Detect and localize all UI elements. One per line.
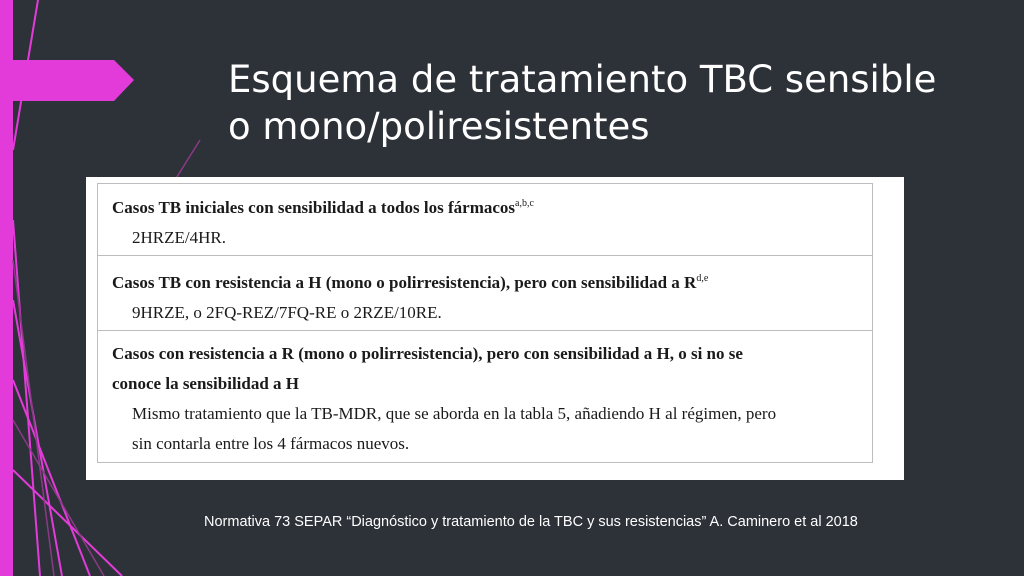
slide-title bbox=[228, 56, 988, 150]
table-row bbox=[98, 256, 872, 331]
source-citation: Normativa 73 SEPAR “Diagnóstico y tratamiento de la TBC y sus resistencias” A. Caminero et al 2018 bbox=[204, 514, 858, 530]
row-heading-continued: conoce la sensibilidad a H bbox=[112, 374, 300, 393]
table-row bbox=[98, 331, 872, 462]
table-row bbox=[98, 184, 872, 256]
title-line-2: o mono/poliresistentes bbox=[228, 105, 650, 148]
row-regimen-continued: sin contarla entre los 4 fármacos nuevos. bbox=[132, 434, 410, 453]
row-regimen: 2HRZE/4HR. bbox=[132, 228, 226, 247]
table-frame bbox=[97, 183, 873, 463]
row-regimen: 9HRZE, o 2FQ-REZ/7FQ-RE o 2RZE/10RE. bbox=[132, 303, 442, 322]
row-regimen: Mismo tratamiento que la TB-MDR, que se aborda en la tabla 5, añadiendo H al régimen, pero bbox=[132, 404, 777, 423]
title-line-1: Esquema de tratamiento TBC sensible bbox=[228, 58, 937, 101]
row-heading: Casos TB con resistencia a H (mono o polirresistencia), pero con sensibilidad a R$^{d,e}$ bbox=[112, 273, 709, 292]
treatment-table bbox=[86, 177, 904, 480]
footnote-marker: d,e bbox=[696, 273, 709, 284]
footnote-marker: a,b,c bbox=[515, 198, 534, 209]
row-heading: Casos con resistencia a R (mono o polirresistencia), pero con sensibilidad a H, o si no se bbox=[112, 344, 743, 363]
accent-bar bbox=[0, 0, 13, 576]
row-heading: Casos TB iniciales con sensibilidad a todos los fármacos$^{a,b,c}$ bbox=[112, 198, 534, 217]
title-arrow-marker bbox=[13, 60, 134, 101]
